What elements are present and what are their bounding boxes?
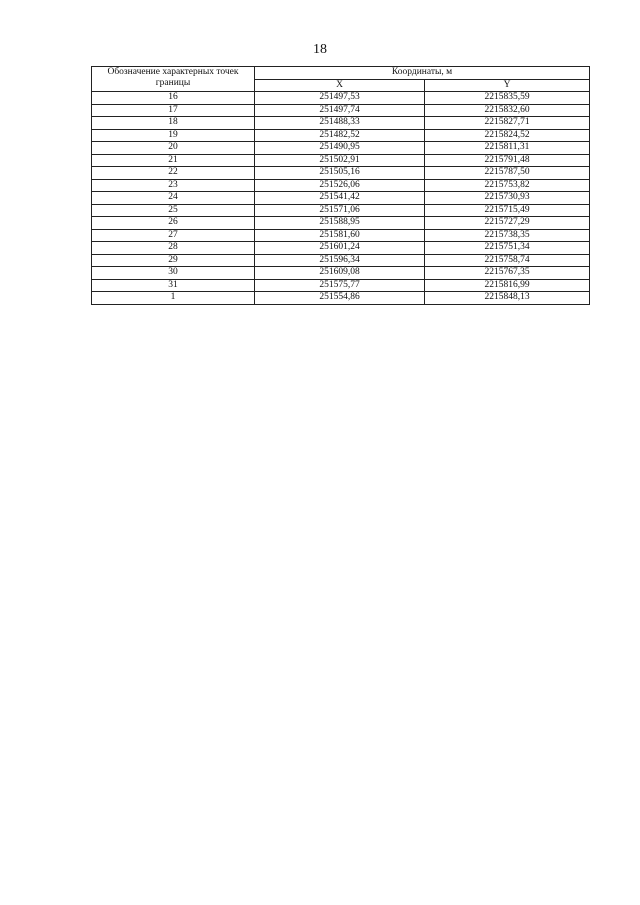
coordinates-header: Координаты, м (255, 67, 590, 80)
point-cell: 24 (92, 192, 255, 205)
table-row (92, 92, 590, 105)
table-row (92, 179, 590, 192)
y-coordinate-cell: 2215824,52 (425, 129, 590, 142)
table-row (92, 167, 590, 180)
y-coordinate-cell: 2215816,99 (425, 279, 590, 292)
point-cell: 28 (92, 242, 255, 255)
table-row (92, 154, 590, 167)
point-cell: 16 (92, 92, 255, 105)
y-coordinate-cell: 2215848,13 (425, 292, 590, 305)
point-cell: 20 (92, 142, 255, 155)
point-designation-header: Обозначение характерных точек границы (92, 67, 255, 92)
x-coordinate-cell: 251488,33 (255, 117, 425, 130)
table-row (92, 104, 590, 117)
x-coordinate-cell: 251497,74 (255, 104, 425, 117)
table-body (92, 92, 590, 305)
point-cell: 19 (92, 129, 255, 142)
x-column-header: X (255, 79, 425, 92)
x-coordinate-cell: 251581,60 (255, 229, 425, 242)
y-coordinate-cell: 2215767,35 (425, 267, 590, 280)
point-cell: 17 (92, 104, 255, 117)
y-coordinate-cell: 2215727,29 (425, 217, 590, 230)
table-row (92, 292, 590, 305)
y-coordinate-cell: 2215835,59 (425, 92, 590, 105)
x-coordinate-cell: 251497,53 (255, 92, 425, 105)
x-coordinate-cell: 251575,77 (255, 279, 425, 292)
y-coordinate-cell: 2215787,50 (425, 167, 590, 180)
y-coordinate-cell: 2215758,74 (425, 254, 590, 267)
y-coordinate-cell: 2215791,48 (425, 154, 590, 167)
table-row (92, 192, 590, 205)
point-cell: 31 (92, 279, 255, 292)
x-coordinate-cell: 251601,24 (255, 242, 425, 255)
y-coordinate-cell: 2215738,35 (425, 229, 590, 242)
table-row (92, 242, 590, 255)
table-row (92, 267, 590, 280)
coordinates-table (91, 66, 590, 305)
table-row (92, 229, 590, 242)
x-coordinate-cell: 251502,91 (255, 154, 425, 167)
y-coordinate-cell: 2215715,49 (425, 204, 590, 217)
y-column-header: Y (425, 79, 590, 92)
table-row (92, 217, 590, 230)
x-coordinate-cell: 251596,34 (255, 254, 425, 267)
point-cell: 25 (92, 204, 255, 217)
point-cell: 21 (92, 154, 255, 167)
table-header (92, 67, 590, 92)
table-row (92, 142, 590, 155)
point-cell: 23 (92, 179, 255, 192)
x-coordinate-cell: 251554,86 (255, 292, 425, 305)
table-row (92, 254, 590, 267)
point-cell: 1 (92, 292, 255, 305)
y-coordinate-cell: 2215753,82 (425, 179, 590, 192)
table-row (92, 129, 590, 142)
y-coordinate-cell: 2215832,60 (425, 104, 590, 117)
point-cell: 26 (92, 217, 255, 230)
y-coordinate-cell: 2215751,34 (425, 242, 590, 255)
table-row (92, 117, 590, 130)
point-cell: 27 (92, 229, 255, 242)
point-cell: 30 (92, 267, 255, 280)
point-cell: 29 (92, 254, 255, 267)
x-coordinate-cell: 251505,16 (255, 167, 425, 180)
y-coordinate-cell: 2215730,93 (425, 192, 590, 205)
x-coordinate-cell: 251541,42 (255, 192, 425, 205)
y-coordinate-cell: 2215827,71 (425, 117, 590, 130)
point-cell: 18 (92, 117, 255, 130)
x-coordinate-cell: 251526,06 (255, 179, 425, 192)
table-row (92, 279, 590, 292)
x-coordinate-cell: 251490,95 (255, 142, 425, 155)
x-coordinate-cell: 251482,52 (255, 129, 425, 142)
page-number: 18 (313, 42, 327, 57)
y-coordinate-cell: 2215811,31 (425, 142, 590, 155)
table-row (92, 204, 590, 217)
x-coordinate-cell: 251571,06 (255, 204, 425, 217)
point-cell: 22 (92, 167, 255, 180)
x-coordinate-cell: 251609,08 (255, 267, 425, 280)
x-coordinate-cell: 251588,95 (255, 217, 425, 230)
